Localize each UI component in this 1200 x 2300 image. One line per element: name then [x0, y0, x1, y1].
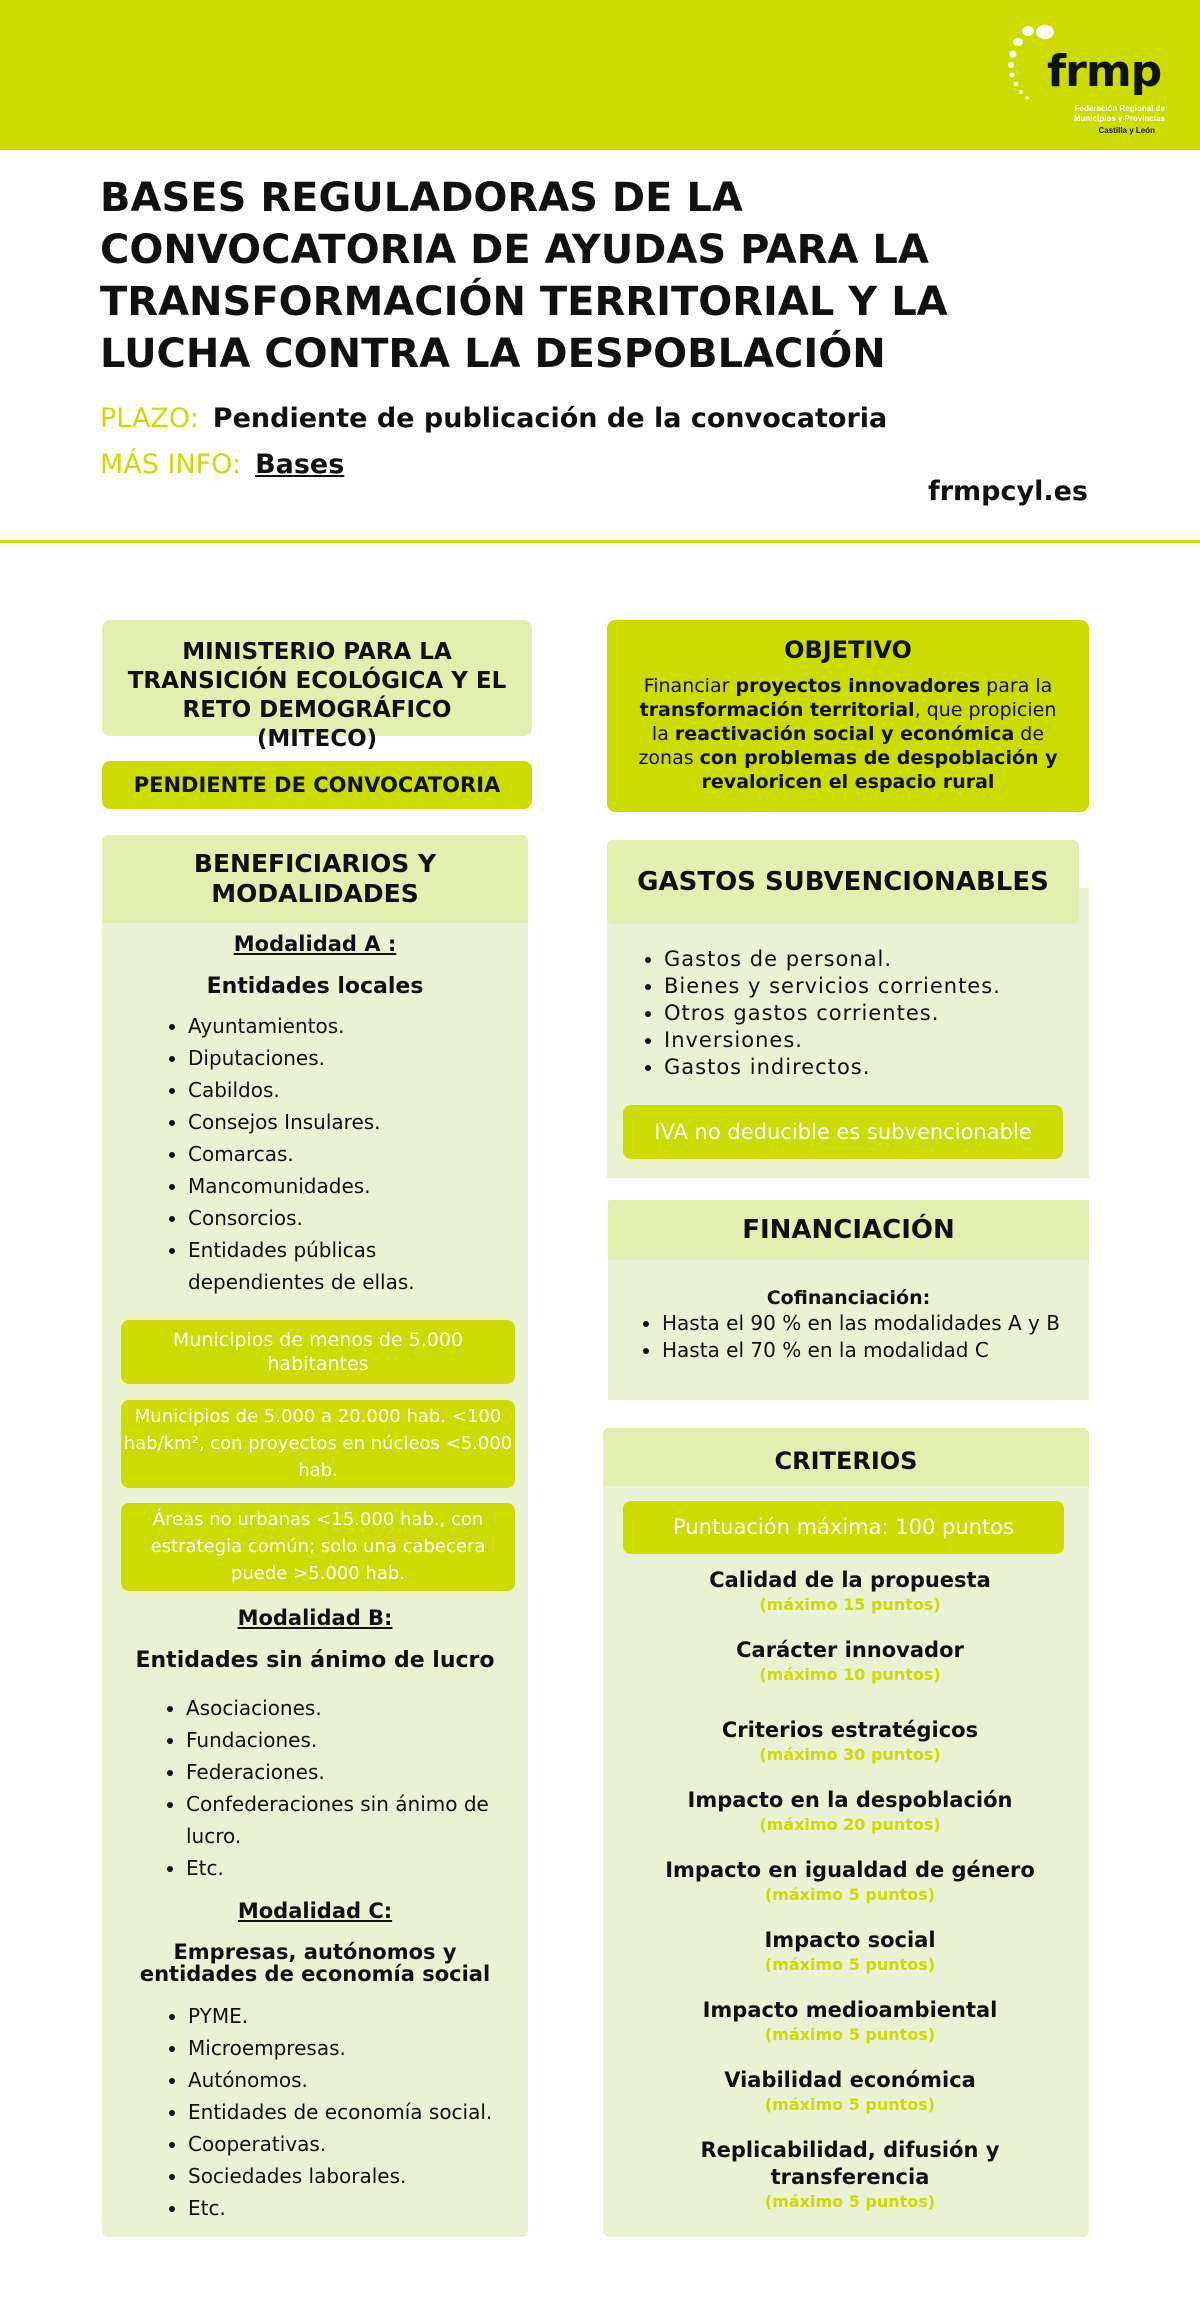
criterio-max: (máximo 5 puntos) [764, 2192, 936, 2211]
mod-a-pill-2: Municipios de 5.000 a 20.000 hab. <100 hab/km², con proyectos en núcleos <5.000 hab. [121, 1400, 515, 1488]
criterio-name: Impacto en la despoblación [687, 1788, 1013, 1812]
mod-a-pill-3: Áreas no urbanas <15.000 hab., con estrategia común; solo una cabecera puede >5.000 hab. [121, 1503, 515, 1591]
list-item: • Hasta el 70 % en la modalidad C [662, 1337, 1082, 1364]
criterio-max: (máximo 30 puntos) [759, 1745, 941, 1764]
mod-c-list [188, 2000, 518, 2224]
criterio-max: (máximo 5 puntos) [764, 1885, 936, 1904]
mas-info-row [100, 449, 344, 480]
objetivo-text [607, 664, 1089, 794]
list-item: • Cooperativas. [188, 2128, 518, 2160]
criterio-max: (máximo 5 puntos) [764, 1955, 936, 1974]
header-bar [0, 0, 1200, 150]
objetivo-bold-2: transformación territorial [639, 699, 915, 721]
list-item: • Autónomos. [188, 2064, 518, 2096]
gastos-list [664, 946, 1074, 1081]
criterio-name: Replicabilidad, difusión y transferencia [700, 2138, 1000, 2189]
logo-region: Castilla y León [1098, 126, 1155, 135]
beneficiarios-title: BENEFICIARIOS Y MODALIDADES [193, 849, 437, 908]
criterios-header [603, 1428, 1089, 1486]
criterio-name: Criterios estratégicos [721, 1718, 979, 1742]
logo-text: frmp [1047, 46, 1162, 97]
list-item: • Cabildos. [188, 1074, 508, 1106]
criterio-max: (máximo 5 puntos) [764, 2095, 936, 2114]
mas-info-label: MÁS INFO: [100, 449, 242, 480]
list-item: • Diputaciones. [188, 1042, 508, 1074]
iva-pill: IVA no deducible es subvencionable [623, 1105, 1063, 1159]
financiacion-header [608, 1200, 1089, 1260]
ministry-name: MINISTERIO PARA LA TRANSICIÓN ECOLÓGICA Y EL RETO DEMOGRÁFICO (MITECO) [127, 639, 507, 752]
list-item: • PYME. [188, 2000, 518, 2032]
mod-b-list [186, 1692, 506, 1884]
mod-a-title: Modalidad A : [233, 932, 397, 956]
objetivo-text-1: Financiar [643, 675, 736, 697]
list-item: • Entidades de economía social. [188, 2096, 518, 2128]
criterio-name: Impacto social [764, 1928, 936, 1952]
objetivo-bold-4: con problemas de despoblación y revaloricen el espacio rural [699, 747, 1058, 793]
status-text: PENDIENTE DE CONVOCATORIA [133, 773, 501, 797]
beneficiarios-header [102, 835, 528, 923]
mod-b-subtitle: Entidades sin ánimo de lucro [135, 1648, 495, 1673]
objetivo-title: OBJETIVO [784, 636, 912, 664]
financiacion-title: FINANCIACIÓN [742, 1215, 955, 1245]
list-item: • Confederaciones sin ánimo de lucro. [186, 1788, 506, 1852]
mod-c-title: Modalidad C: [237, 1899, 393, 1923]
mod-a-subtitle: Entidades locales [206, 974, 424, 999]
list-item: • Federaciones. [186, 1756, 506, 1788]
criterio-name: Impacto medioambiental [702, 1998, 998, 2022]
list-item: • Ayuntamientos. [188, 1010, 508, 1042]
bases-link[interactable]: Bases [255, 449, 345, 480]
objetivo-bold-3: reactivación social y económica [674, 723, 1015, 745]
status-badge [102, 761, 532, 809]
list-item: • Comarcas. [188, 1138, 508, 1170]
list-item: • Gastos de personal. [664, 946, 1074, 973]
mod-b-title: Modalidad B: [237, 1606, 393, 1630]
criterio-name: Impacto en igualdad de género [665, 1858, 1035, 1882]
list-item: • Consorcios. [188, 1202, 508, 1234]
site-url[interactable]: frmpcyl.es [927, 476, 1088, 507]
header-divider [0, 540, 1200, 543]
objetivo-text-3: , que propicien la [651, 699, 1057, 745]
list-item: • Mancomunidades. [188, 1170, 508, 1202]
cofinanciacion-label: Cofinanciación: [766, 1287, 931, 1309]
criterio-max: (máximo 5 puntos) [764, 2025, 936, 2044]
objetivo-bold-1: proyectos innovadores [735, 675, 981, 697]
criterio-max: (máximo 15 puntos) [759, 1595, 941, 1614]
list-item: • Inversiones. [664, 1027, 1074, 1054]
mod-c-subtitle: Empresas, autónomos y entidades de economía social [139, 1940, 491, 1986]
list-item: • Hasta el 90 % en las modalidades A y B [662, 1310, 1082, 1337]
puntuacion-pill: Puntuación máxima: 100 puntos [623, 1501, 1064, 1554]
gastos-title: GASTOS SUBVENCIONABLES [637, 867, 1049, 897]
frmp-logo [1005, 22, 1165, 135]
criterio-max: (máximo 20 puntos) [759, 1815, 941, 1834]
list-item: • Microempresas. [188, 2032, 518, 2064]
criterio-name: Calidad de la propuesta [709, 1568, 991, 1592]
objetivo-text-2: para la [980, 675, 1053, 697]
plazo-value: Pendiente de publicación de la convocatoria [212, 403, 888, 434]
ministry-box [102, 620, 532, 752]
plazo-row [100, 403, 887, 434]
list-item: • Otros gastos corrientes. [664, 1000, 1074, 1027]
list-item: • Gastos indirectos. [664, 1054, 1074, 1081]
list-item: • Consejos Insulares. [188, 1106, 508, 1138]
list-item: • Asociaciones. [186, 1692, 506, 1724]
criterio-name: Viabilidad económica [724, 2068, 976, 2092]
mod-a-pill-1: Municipios de menos de 5.000 habitantes [121, 1320, 515, 1384]
financiacion-list [662, 1310, 1082, 1364]
list-item: • Fundaciones. [186, 1724, 506, 1756]
list-item: • Etc. [188, 2192, 518, 2224]
gastos-header [607, 840, 1079, 924]
criterio-name: Carácter innovador [736, 1638, 964, 1662]
list-item: • Entidades públicas dependientes de ellas. [188, 1234, 508, 1298]
logo-subtitle: Federación Regional de Municipios y Provincias [1073, 104, 1165, 123]
objetivo-text-4: de zonas [638, 723, 1045, 769]
criterio-max: (máximo 10 puntos) [759, 1665, 941, 1684]
list-item: • Sociedades laborales. [188, 2160, 518, 2192]
mod-a-list [188, 1010, 508, 1298]
page-title: BASES REGULADORAS DE LA CONVOCATORIA DE AYUDAS PARA LA TRANSFORMACIÓN TERRITORIAL Y LA LUCHA CONTRA LA DESPOBLACIÓN [100, 175, 948, 377]
list-item: • Bienes y servicios corrientes. [664, 973, 1074, 1000]
plazo-label: PLAZO: [100, 403, 199, 434]
criterios-title: CRITERIOS [774, 1447, 918, 1475]
objetivo-box [607, 620, 1089, 812]
list-item: • Etc. [186, 1852, 506, 1884]
